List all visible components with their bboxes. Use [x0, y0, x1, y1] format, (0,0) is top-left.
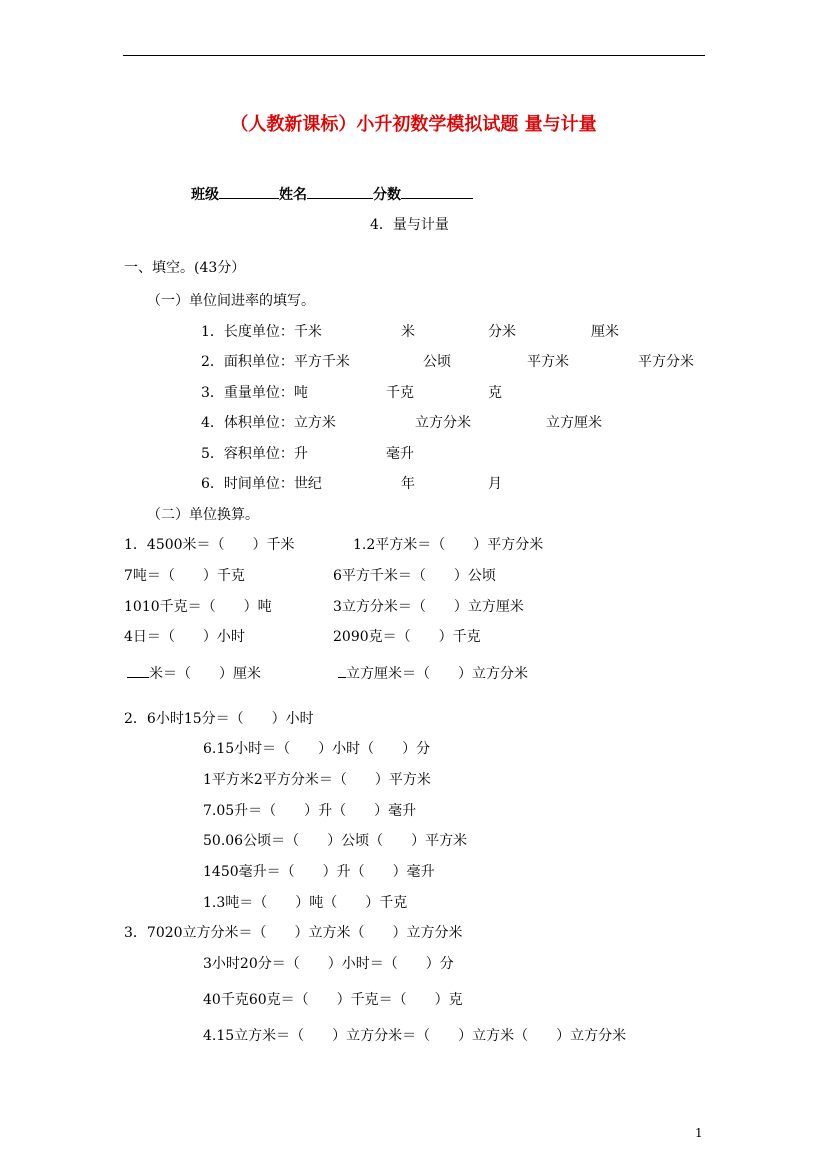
conversion-item: 2090克＝（ ）千克	[333, 629, 481, 645]
header-rule	[123, 55, 705, 56]
student-info-line	[191, 186, 473, 202]
unit-item: 立方分米	[415, 415, 471, 431]
unit-row-label: 4．体积单位：立方米	[201, 415, 336, 431]
unit-row-label: 5．容积单位：升	[201, 446, 308, 462]
conversion-item: 7.05升＝（ ）升（ ）毫升	[203, 803, 417, 819]
class-label: 班级	[191, 187, 219, 203]
conversion-item: 1010千克＝（ ）吨	[124, 599, 272, 615]
unit-item: 平方分米	[638, 354, 694, 370]
sub2-heading: （二）单位换算。	[147, 507, 259, 523]
conversion-text: 米＝（ ）厘米	[149, 666, 261, 682]
conversion-item: 40千克60克＝（ ）千克＝（ ）克	[203, 992, 463, 1008]
conversion-item: 6平方千米＝（ ）公顷	[333, 568, 496, 584]
conversion-item: 3小时20分＝（ ）小时＝（ ）分	[203, 956, 454, 972]
unit-item: 米	[401, 324, 415, 340]
unit-item: 年	[401, 476, 415, 492]
unit-item: 毫升	[386, 446, 414, 462]
unit-item: 公顷	[423, 354, 451, 370]
name-label: 姓名	[279, 187, 307, 203]
fraction-placeholder	[338, 665, 346, 678]
part1-heading: 一、填空。(43分）	[124, 260, 246, 276]
conversion-item-with-fraction	[338, 665, 528, 681]
name-blank[interactable]	[307, 186, 373, 199]
unit-item: 厘米	[591, 324, 619, 340]
conversion-item: 4日＝（ ）小时	[124, 629, 245, 645]
conversion-item: 1450毫升＝（ ）升（ ）毫升	[203, 864, 435, 880]
fraction-placeholder	[127, 665, 149, 678]
conversion-item: 3立方分米＝（ ）立方厘米	[333, 599, 524, 615]
conversion-item: 3．7020立方分米＝（ ）立方米（ ）立方分米	[124, 925, 463, 941]
page-number: 1	[695, 1126, 703, 1140]
unit-item: 平方米	[527, 354, 569, 370]
conversion-item: 1.2平方米＝（ ）平方分米	[353, 537, 544, 553]
section-heading: 4．量与计量	[370, 217, 449, 233]
unit-row-label: 3．重量单位：吨	[201, 385, 308, 401]
conversion-item: 6.15小时＝（ ）小时（ ）分	[203, 741, 431, 757]
unit-item: 分米	[488, 324, 516, 340]
unit-row-label: 6．时间单位：世纪	[201, 476, 322, 492]
document-title: （人教新课标）小升初数学模拟试题 量与计量	[230, 114, 597, 135]
conversion-item: 1．4500米＝（ ）千米	[124, 537, 295, 553]
conversion-item: 2．6小时15分＝（ ）小时	[124, 711, 314, 727]
conversion-item-with-fraction	[127, 665, 261, 681]
sub1-heading: （一）单位间进率的填写。	[147, 293, 315, 309]
unit-row-label: 1．长度单位：千米	[201, 324, 322, 340]
unit-item: 立方厘米	[546, 415, 602, 431]
unit-item: 月	[488, 476, 502, 492]
conversion-item: 50.06公顷＝（ ）公顷（ ）平方米	[203, 833, 468, 849]
conversion-item: 7吨＝（ ）千克	[124, 568, 245, 584]
conversion-text: 立方厘米＝（ ）立方分米	[346, 666, 528, 682]
unit-row-label: 2．面积单位：平方千米	[201, 354, 350, 370]
score-label: 分数	[373, 187, 401, 203]
conversion-item: 1平方米2平方分米＝（ ）平方米	[203, 772, 431, 788]
unit-item: 千克	[386, 385, 414, 401]
class-blank[interactable]	[219, 186, 279, 199]
unit-item: 克	[488, 385, 502, 401]
score-blank[interactable]	[401, 186, 473, 199]
conversion-item: 1.3吨＝（ ）吨（ ）千克	[203, 895, 408, 911]
conversion-item: 4.15立方米＝（ ）立方分米＝（ ）立方米（ ）立方分米	[203, 1028, 627, 1044]
